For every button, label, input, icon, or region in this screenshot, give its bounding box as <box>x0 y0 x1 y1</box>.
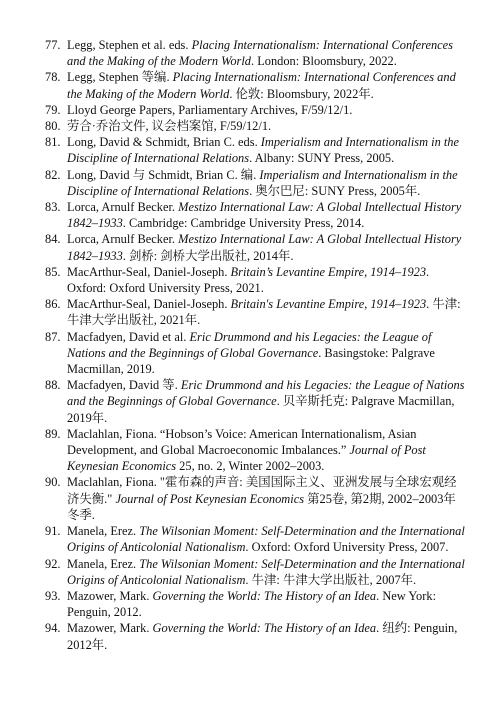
reference-number: 93. <box>45 588 61 603</box>
reference-number: 92. <box>45 556 61 571</box>
reference-text: MacArthur-Seal, Daniel-Joseph. <box>67 297 231 312</box>
reference-number: 85. <box>45 264 61 279</box>
reference-title: Placing Internationalism: International Conferences and the Making of the Modern World <box>67 38 453 69</box>
reference-text: . Cambridge: Cambridge University Press, 2014. <box>122 216 365 231</box>
reference-title: Governing the World: The History of an Idea <box>152 588 377 603</box>
reference-text: Manela, Erez. <box>67 524 140 539</box>
reference-entry <box>45 426 465 475</box>
reference-entry <box>45 167 465 199</box>
reference-entry <box>45 556 465 588</box>
reference-number: 79. <box>45 102 61 117</box>
reference-text: . 纽约: Penguin, 2012年. <box>67 621 458 652</box>
reference-entry <box>45 118 465 134</box>
reference-list <box>45 37 465 653</box>
reference-title: Mestizo International Law: A Global Intellectual History 1842–1933 <box>67 232 462 263</box>
reference-number: 86. <box>45 297 61 312</box>
reference-text: . Albany: SUNY Press, 2005. <box>249 151 395 166</box>
reference-text: . 贝辛斯托克: Palgrave Macmillan, 2019年. <box>67 394 455 425</box>
reference-title: Journal of Post Keynesian Economics <box>115 491 305 506</box>
reference-title: The Wilsonian Moment: Self-Determination and the International Origins of Anticolonial Nationalism <box>67 556 465 587</box>
reference-text: Macfadyen, David et al. <box>67 329 190 344</box>
reference-text: Manela, Erez. <box>67 556 140 571</box>
reference-number: 89. <box>45 426 61 441</box>
reference-text: . 伦敦: Bloomsbury, 2022年. <box>229 86 374 101</box>
reference-title: Eric Drummond and his Legacies: the League of Nations and the Beginnings of Global Governance <box>67 329 432 360</box>
reference-text: . 奥尔巴尼: SUNY Press, 2005年. <box>249 183 421 198</box>
reference-number: 94. <box>45 621 61 636</box>
reference-entry <box>45 264 465 296</box>
reference-number: 87. <box>45 329 61 344</box>
reference-entry <box>45 329 465 378</box>
reference-number: 90. <box>45 475 61 490</box>
reference-title: Governing the World: The History of an Idea <box>152 621 377 636</box>
reference-number: 84. <box>45 232 61 247</box>
reference-number: 88. <box>45 378 61 393</box>
reference-title: Imperialism and Internationalism in the Discipline of International Relations <box>67 167 458 198</box>
reference-title: Journal of Post Keynesian Economics <box>67 443 426 474</box>
reference-number: 82. <box>45 167 61 182</box>
reference-text: 25, no. 2, Winter 2002–2003. <box>176 459 325 474</box>
reference-text: . 牛津: 牛津大学出版社, 2007年. <box>245 572 417 587</box>
reference-title: Eric Drummond and his Legacies: the League of Nations and the Beginnings of Global Governance <box>67 378 465 409</box>
reference-entry <box>45 199 465 231</box>
reference-text: . New York: Penguin, 2012. <box>67 588 437 620</box>
reference-text: 劳合·乔治文件, 议会档案馆, F/59/12/1. <box>67 119 272 134</box>
reference-text: Maclahlan, Fiona. “Hobson’s Voice: American Internationalism, Asian Development, and Global Macroeconomic Imbalances.” <box>67 426 417 458</box>
reference-text: 第25卷, 第2期, 2002–2003年冬季. <box>67 491 456 522</box>
reference-number: 91. <box>45 524 61 539</box>
reference-text: Mazower, Mark. <box>67 588 153 603</box>
reference-entry <box>45 231 465 263</box>
reference-text: Lloyd George Papers, Parliamentary Archives, F/59/12/1. <box>67 102 353 117</box>
reference-title: Mestizo International Law: A Global Intellectual History 1842–1933 <box>67 200 462 231</box>
reference-entry <box>45 523 465 555</box>
reference-text: Maclahlan, Fiona. "霍布森的声音: 美国国际主义、亚洲发展与全球宏观经济失衡." <box>67 475 457 506</box>
reference-entry <box>45 296 465 328</box>
reference-entry <box>45 134 465 166</box>
reference-number: 83. <box>45 200 61 215</box>
reference-text: Legg, Stephen et al. eds. <box>67 38 192 52</box>
reference-text: Macfadyen, David 等. <box>67 378 181 393</box>
reference-title: Britain's Levantine Empire, 1914–1923 <box>230 297 427 312</box>
reference-entry <box>45 474 465 523</box>
reference-text: . London: Bloomsbury, 2022. <box>251 54 397 69</box>
reference-entry <box>45 377 465 426</box>
reference-number: 80. <box>45 119 61 134</box>
reference-text: Mazower, Mark. <box>67 621 153 636</box>
reference-text: . Oxford: Oxford University Press, 2021. <box>67 264 430 296</box>
reference-text: Long, David & Schmidt, Brian C. eds. <box>67 135 261 150</box>
reference-text: Lorca, Arnulf Becker. <box>67 200 179 215</box>
reference-text: . 剑桥: 剑桥大学出版社, 2014年. <box>122 248 294 263</box>
reference-title: Britain’s Levantine Empire, 1914–1923 <box>230 264 427 279</box>
reference-text: Long, David 与 Schmidt, Brian C. 编. <box>67 167 260 182</box>
reference-title: Placing Internationalism: International Conferences and the Making of the Modern World <box>67 70 456 101</box>
reference-number: 81. <box>45 135 61 150</box>
reference-text: . Oxford: Oxford University Press, 2007. <box>245 540 449 555</box>
reference-entry <box>45 588 465 620</box>
reference-entry <box>45 620 465 652</box>
reference-text: Lorca, Arnulf Becker. <box>67 232 179 247</box>
reference-entry <box>45 37 465 69</box>
reference-number: 77. <box>45 38 61 52</box>
reference-text: MacArthur-Seal, Daniel-Joseph. <box>67 264 231 279</box>
reference-entry <box>45 102 465 118</box>
reference-title: The Wilsonian Moment: Self-Determination and the International Origins of Anticolonial Nationalism <box>67 524 465 555</box>
reference-title: Imperialism and Internationalism in the Discipline of International Relations <box>67 135 460 166</box>
reference-entry <box>45 69 465 101</box>
reference-number: 78. <box>45 70 61 85</box>
reference-text: . 牛津: 牛津大学出版社, 2021年. <box>67 297 461 328</box>
reference-text: Legg, Stephen 等编. <box>67 70 173 85</box>
reference-text: . Basingstoke: Palgrave Macmillan, 2019. <box>67 345 435 377</box>
